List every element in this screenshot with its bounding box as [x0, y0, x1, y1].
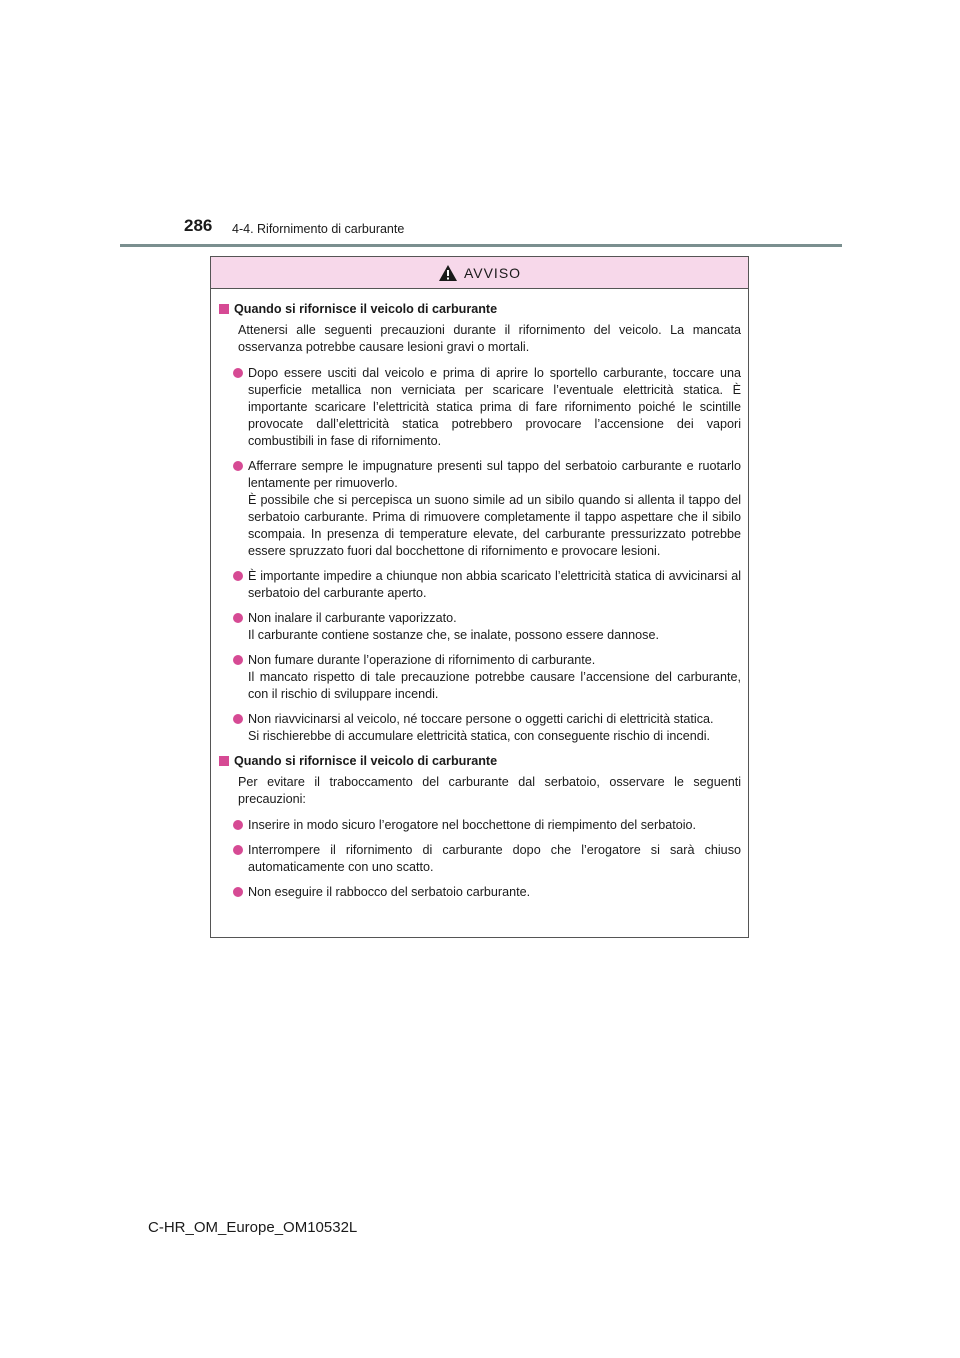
list-item-line: Dopo essere usciti dal veicolo e prima di aprire lo sportello carburante, toccare una superficie metallica non verniciata per scaricare l’eventuale elettricità statica. È importante scaricare l’elettricità statica prima di fare rifornimento poiché le scintille provocate dall’elettricità statica potrebbero provocare l’accensione dei vapori combustibili in fase di rifornimento.: [248, 366, 741, 448]
list-item: [233, 711, 741, 745]
list-item-text: [248, 610, 741, 644]
bullet-dot-icon: [233, 571, 243, 581]
list-item: [233, 817, 741, 834]
square-bullet-icon: [219, 304, 229, 314]
section-intro: Attenersi alle seguenti precauzioni durante il rifornimento del veicolo. La mancata osservanza potrebbe causare lesioni gravi o mortali.: [238, 323, 741, 354]
list-item-line: Non eseguire il rabbocco del serbatoio carburante.: [248, 885, 531, 899]
list-item-line: Non fumare durante l’operazione di rifornimento di carburante.: [248, 653, 596, 667]
list-item-text: [248, 817, 741, 834]
list-item-line: Il carburante contiene sostanze che, se inalate, possono essere dannose.: [248, 628, 659, 642]
list-item-line: Il mancato rispetto di tale precauzione potrebbe causare l’accensione del carburante, con il rischio di sviluppare incendi.: [248, 670, 741, 701]
list-item-text: [248, 365, 741, 450]
bullet-dot-icon: [233, 368, 243, 378]
warning-body: [211, 289, 748, 901]
list-item-line: È possibile che si percepisca un suono simile ad un sibilo quando si allenta il tappo del serbatoio carburante. Prima di rimuovere completamente il tappo aspettare che il sibilo scompaia. In presenza di temperature elevate, del carburante pressurizzato potrebbe essere spruzzato fuori dal bocchettone di rifornimento e provocare lesioni.: [248, 493, 741, 558]
section-heading: [219, 753, 741, 770]
bullet-dot-icon: [233, 887, 243, 897]
list-item-text: [248, 884, 741, 901]
list-item-line: Inserire in modo sicuro l’erogatore nel bocchettone di riempimento del serbatoio.: [248, 818, 697, 832]
header-rule: [120, 244, 842, 247]
bullet-dot-icon: [233, 461, 243, 471]
list-item-text: [248, 842, 741, 876]
list-item-text: [248, 458, 741, 560]
section-intro: Per evitare il traboccamento del carburante dal serbatoio, osservare le seguenti precauzioni:: [238, 775, 741, 806]
bullet-dot-icon: [233, 820, 243, 830]
list-item-line: Non riavvicinarsi al veicolo, né toccare persone o oggetti carichi di elettricità statica.: [248, 712, 714, 726]
footer-document-code: C-HR_OM_Europe_OM10532L: [148, 1219, 358, 1236]
list-item-line: Interrompere il rifornimento di carburante dopo che l’erogatore si sarà chiuso automaticamente con uno scatto.: [248, 843, 741, 874]
list-item: [233, 365, 741, 450]
list-item-text: [248, 652, 741, 703]
bullet-dot-icon: [233, 655, 243, 665]
list-item: [233, 884, 741, 901]
section-heading: [219, 301, 741, 318]
list-item: [233, 652, 741, 703]
warning-label: AVVISO: [463, 264, 522, 281]
list-item: [233, 842, 741, 876]
section-heading-text: Quando si rifornisce il veicolo di carburante: [234, 754, 498, 768]
warning-triangle-icon: [438, 264, 458, 282]
section-heading-text: Quando si rifornisce il veicolo di carburante: [234, 302, 498, 316]
bullet-dot-icon: [233, 714, 243, 724]
warning-box: [210, 256, 749, 938]
page-number: 286: [184, 216, 213, 235]
list-item: [233, 568, 741, 602]
list-item-line: Non inalare il carburante vaporizzato.: [248, 611, 457, 625]
list-item: [233, 458, 741, 560]
warning-header: [211, 257, 748, 289]
list-item-line: È importante impedire a chiunque non abbia scaricato l’elettricità statica di avvicinarsi al serbatoio del carburante aperto.: [248, 569, 741, 600]
list-item-line: Si rischierebbe di accumulare elettricità statica, con conseguente rischio di incendi.: [248, 729, 711, 743]
list-item-text: [248, 711, 741, 745]
bullet-dot-icon: [233, 845, 243, 855]
list-item: [233, 610, 741, 644]
list-item-text: [248, 568, 741, 602]
list-item-line: Afferrare sempre le impugnature presenti sul tappo del serbatoio carburante e ruotarlo lentamente per rimuoverlo.: [248, 459, 741, 490]
square-bullet-icon: [219, 756, 229, 766]
bullet-dot-icon: [233, 613, 243, 623]
section-title: 4-4. Rifornimento di carburante: [232, 222, 405, 236]
